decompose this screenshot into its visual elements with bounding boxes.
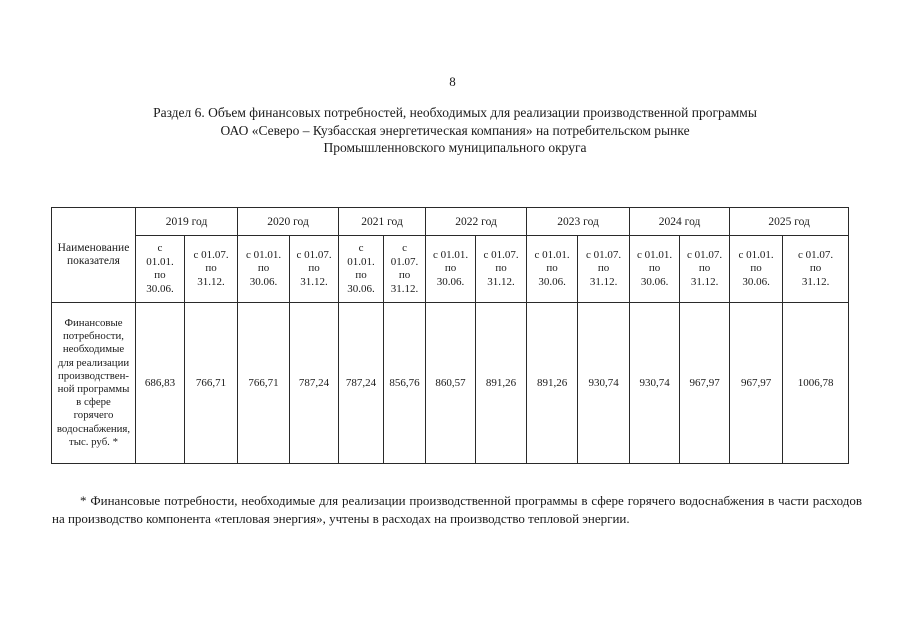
value-cell: 856,76: [384, 303, 426, 464]
value-cell: 891,26: [527, 303, 578, 464]
value-cell: 967,97: [680, 303, 730, 464]
value-cell: 787,24: [339, 303, 384, 464]
financial-needs-table: [51, 207, 849, 464]
value-cell: 766,71: [238, 303, 290, 464]
value-cell: 967,97: [730, 303, 783, 464]
value-cell: 860,57: [426, 303, 476, 464]
period-header: с 01.07. по 31.12.: [578, 236, 630, 303]
period-header: с 01.01. по 30.06.: [238, 236, 290, 303]
name-column-header: Наименование показателя: [52, 208, 136, 303]
period-header: с 01.07. по 31.12.: [476, 236, 527, 303]
value-cell: 891,26: [476, 303, 527, 464]
table-row: [52, 303, 849, 464]
year-header-2022: 2022 год: [426, 208, 527, 236]
period-header: с 01.07. по 31.12.: [783, 236, 849, 303]
period-header: с 01.01. по 30.06.: [527, 236, 578, 303]
footnote: [52, 492, 862, 528]
value-cell: 1006,78: [783, 303, 849, 464]
footnote-text: * Финансовые потребности, необходимые для реализации производственной программы в сфере горячего водоснабжения в части расходов на производство компонента «тепловая энергия», учтены в расходах на производство тепловой энергии.: [52, 493, 862, 526]
period-header: с 01.07. по 31.12.: [384, 236, 426, 303]
table-header-years-row: [52, 208, 849, 236]
value-cell: 787,24: [290, 303, 339, 464]
period-header: с 01.07. по 31.12.: [290, 236, 339, 303]
page-number: 8: [449, 74, 456, 89]
value-cell: 930,74: [630, 303, 680, 464]
year-header-2024: 2024 год: [630, 208, 730, 236]
value-cell: 766,71: [185, 303, 238, 464]
year-header-2019: 2019 год: [136, 208, 238, 236]
period-header: с 01.07. по 31.12.: [680, 236, 730, 303]
section-title-line-3: Промышленновского муниципального округа: [323, 140, 587, 155]
period-header: с 01.01. по 30.06.: [426, 236, 476, 303]
year-header-2023: 2023 год: [527, 208, 630, 236]
period-header: с 01.01. по 30.06.: [339, 236, 384, 303]
value-cell: 930,74: [578, 303, 630, 464]
period-header: с 01.07. по 31.12.: [185, 236, 238, 303]
period-header: с 01.01. по 30.06.: [630, 236, 680, 303]
period-header: с 01.01. по 30.06.: [730, 236, 783, 303]
period-header: с 01.01. по 30.06.: [136, 236, 185, 303]
table-header-periods-row: [52, 236, 849, 303]
row-name-cell: Финансовые потребности, необходимые для реализации производствен- ной программы в сфере горячего водоснабжения, тыс. руб. *: [52, 303, 136, 464]
section-title: [60, 104, 850, 157]
section-title-line-1: Раздел 6. Объем финансовых потребностей, необходимых для реализации производственной программы: [153, 105, 757, 120]
year-header-2020: 2020 год: [238, 208, 339, 236]
section-title-line-2: ОАО «Северо – Кузбасская энергетическая компания» на потребительском рынке: [220, 122, 690, 138]
year-header-2021: 2021 год: [339, 208, 426, 236]
year-header-2025: 2025 год: [730, 208, 849, 236]
value-cell: 686,83: [136, 303, 185, 464]
